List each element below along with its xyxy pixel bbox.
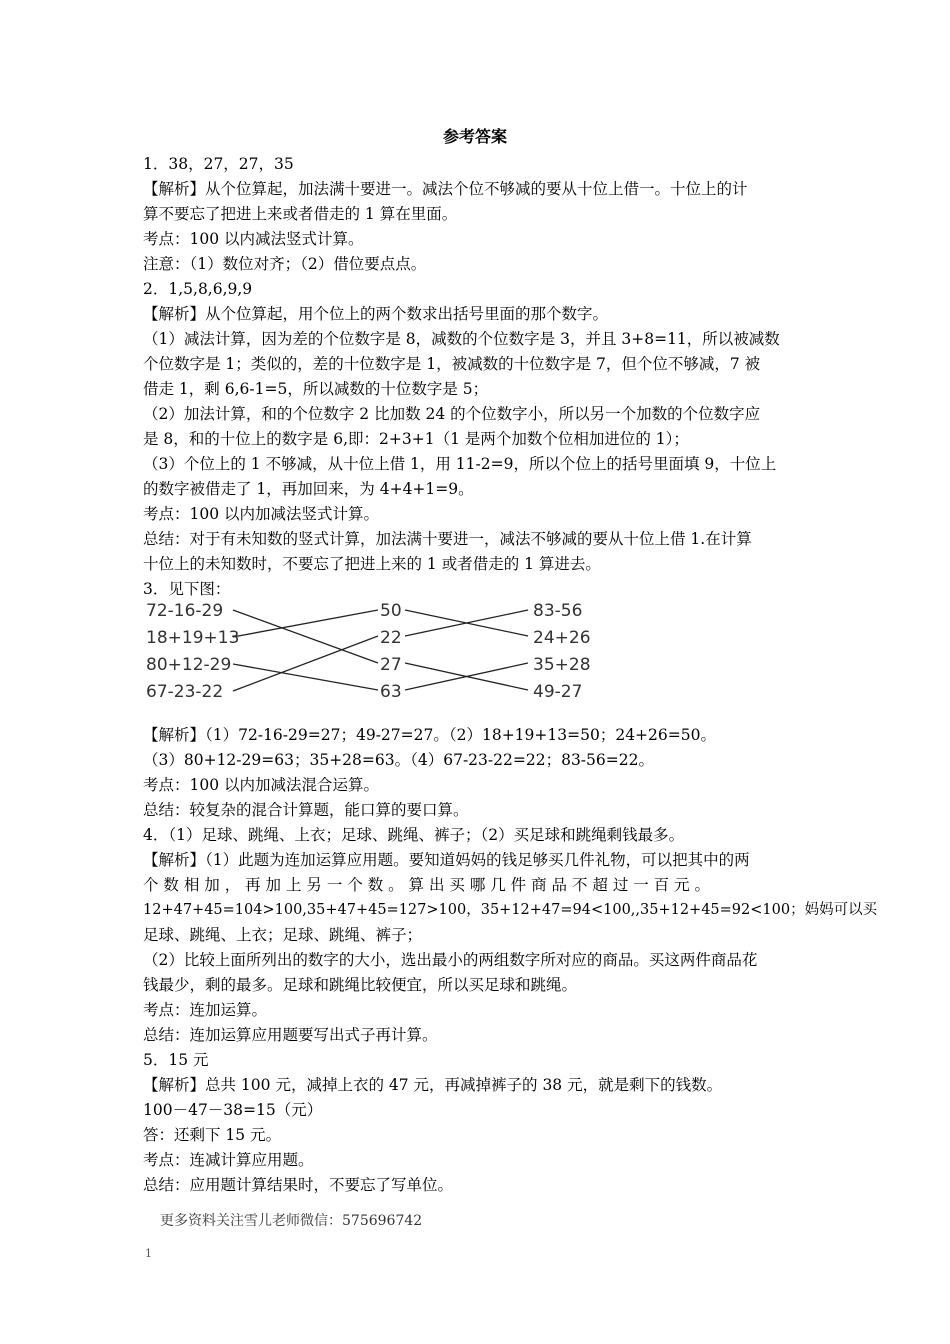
summary-line: 总结：应用题计算结果时，不要忘了写单位。 — [143, 1176, 454, 1194]
right-expr: 24+26 — [533, 628, 591, 648]
answer-4: 4．（1）足球、跳绳、上衣；足球、跳绳、裤子；（2）买足球和跳绳剩钱最多。 — [143, 826, 685, 844]
analysis-line: （3）80+12-29=63；35+28=63。（4）67-23-22=22；83-56=22。 — [143, 751, 654, 769]
left-expr: 72-16-29 — [146, 601, 224, 621]
page-number: 1 — [145, 1247, 152, 1260]
footer-note: 更多资料关注雪儿老师微信：575696742 — [160, 1213, 423, 1229]
analysis-line: 足球、跳绳、上衣；足球、跳绳、裤子； — [143, 926, 423, 944]
analysis-line: （2）加法计算，和的个位数字 2 比加数 24 的个位数字小，所以另一个加数的个位数字应 — [143, 405, 761, 423]
middle-value: 63 — [380, 682, 402, 702]
analysis-line: （3）个位上的 1 不够减，从十位上借 1，用 11-2=9，所以个位上的括号里面填 9，十位上 — [143, 455, 777, 473]
left-expr: 67-23-22 — [146, 682, 224, 702]
left-expr: 80+12-29 — [146, 655, 232, 675]
kaodian-line: 考点：100 以内加减法竖式计算。 — [143, 505, 380, 523]
analysis-line: 【解析】（1）72-16-29=27；49-27=27。（2）18+19+13=50；24+26=50。 — [143, 726, 716, 744]
summary-line: 总结：较复杂的混合计算题，能口算的要口算。 — [143, 801, 469, 819]
middle-value: 27 — [380, 655, 402, 675]
kaodian-line: 考点：100 以内加减法混合运算。 — [143, 776, 380, 794]
analysis-line: 算不要忘了把进上来或者借走的 1 算在里面。 — [143, 205, 458, 223]
note-line: 注意：（1）数位对齐；（2）借位要点点。 — [143, 255, 427, 273]
equation-line: 100－47－38=15（元） — [143, 1101, 323, 1119]
summary-line: 总结：对于有未知数的竖式计算，加法满十要进一，减法不够减的要从十位上借 1.在计算 — [143, 530, 752, 548]
analysis-line: 【解析】（1）此题为连加运算应用题。要知道妈妈的钱足够买几件礼物，可以把其中的两 — [143, 851, 750, 869]
summary-line: 总结：连加运算应用题要写出式子再计算。 — [143, 1026, 438, 1044]
middle-value: 22 — [380, 628, 402, 648]
answer-2: 2．1,5,8,6,9,9 — [143, 280, 253, 298]
answer-3: 3．见下图： — [143, 580, 231, 598]
kaodian-line: 考点：连减计算应用题。 — [143, 1151, 314, 1169]
analysis-line: 个位数字是 1；类似的，差的十位数字是 1，被减数的十位数字是 7，但个位不够减，7 被 — [143, 355, 761, 373]
summary-line: 十位上的未知数时，不要忘了把进上来的 1 或者借走的 1 算进去。 — [143, 555, 601, 573]
analysis-line: 个 数 相 加 ， 再 加 上 另 一 个 数 。 算 出 买 哪 几 件 商 品 不 超 过 一 百 元 。 — [143, 876, 711, 894]
answer-5: 5．15 元 — [143, 1051, 209, 1069]
answer-line: 答：还剩下 15 元。 — [143, 1126, 282, 1144]
match-line-50 — [233, 610, 378, 637]
kaodian-line: 考点：连加运算。 — [143, 1001, 268, 1019]
match-line-63 — [233, 664, 378, 690]
analysis-line: 的数字被借走了 1，再加回来，为 4+4+1=9。 — [143, 480, 474, 498]
analysis-line: （2）比较上面所列出的数字的大小，选出最小的两组数字所对应的商品。买这两件商品花 — [143, 951, 758, 969]
match-line-27 — [233, 610, 378, 663]
middle-value: 50 — [380, 601, 402, 621]
right-expr: 35+28 — [533, 655, 591, 675]
analysis-line: 【解析】从个位算起，加法满十要进一。减法个位不够减的要从十位上借一。十位上的计 — [143, 180, 748, 198]
analysis-line: 钱最少，剩的最多。足球和跳绳比较便宜，所以买足球和跳绳。 — [143, 976, 578, 994]
match-line-22 — [233, 636, 378, 691]
matching-diagram — [143, 596, 603, 708]
right-expr: 83-56 — [533, 601, 583, 621]
analysis-line: 【解析】总共 100 元，减掉上衣的 47 元，再减掉裤子的 38 元，就是剩下的钱数。 — [143, 1076, 723, 1094]
analysis-line: 12+47+45=104>100,35+47+45=127>100，35+12+47=94<100,,35+12+45=92<100；妈妈可以买 — [143, 902, 878, 918]
right-expr: 49-27 — [533, 682, 583, 702]
analysis-line: （1）减法计算，因为差的个位数字是 8，减数的个位数字是 3，并且 3+8=11，所以被减数 — [143, 330, 780, 348]
kaodian-line: 考点：100 以内减法竖式计算。 — [143, 230, 364, 248]
analysis-line: 借走 1，剩 6,6-1=5，所以减数的十位数字是 5； — [143, 380, 489, 398]
analysis-line: 是 8，和的十位上的数字是 6,即：2+3+1（1 是两个加数个位相加进位的 1）； — [143, 430, 689, 448]
analysis-line: 【解析】从个位算起，用个位上的两个数求出括号里面的那个数字。 — [143, 305, 609, 323]
left-expr: 18+19+13 — [146, 628, 240, 648]
answer-1: 1．38，27，27，35 — [143, 155, 294, 173]
page-title: 参考答案 — [442, 127, 507, 146]
